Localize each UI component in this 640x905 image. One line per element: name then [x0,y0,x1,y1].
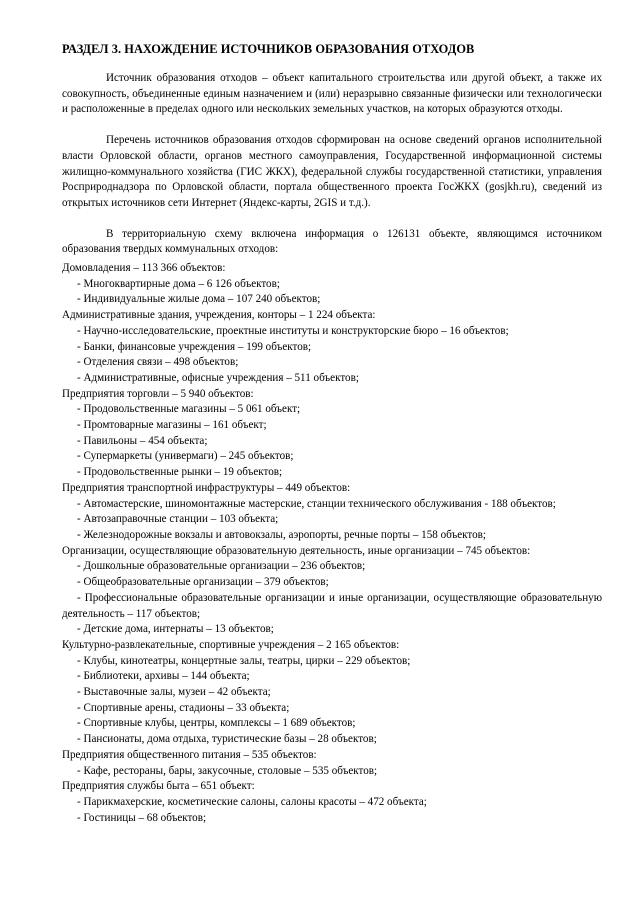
category-transport: Предприятия транспортной инфраструктуры – 449 объектов: [62,481,351,494]
list-item: - Библиотеки, архивы – 144 объекта; [77,670,250,683]
list-item: - Общеобразовательные организации – 379 объектов; [77,576,329,589]
list-item: - Автомастерские, шиномонтажные мастерские, станции технического обслуживания - 188 объектов; [77,497,556,510]
list-item: - Павильоны – 454 объекта; [77,434,208,447]
category-services: Предприятия службы быта – 651 объект: [62,780,255,793]
paragraph-intro: В территориальную схему включена информация о 126131 объекте, являющимся источником образования твердых коммунальных отходов: [62,227,602,256]
list-item: - Клубы, кинотеатры, концертные залы, театры, цирки – 229 объектов; [77,654,411,667]
paragraph-definition: Источник образования отходов – объект капитального строительства или другой объект, а также их совокупность, объединенные единым назначением и (или) неразрывно связанные физически или технологически и расположенные в пределах одного или нескольких земельных участков, на которых образуются отходы. [62,72,602,116]
list-item: - Спортивные арены, стадионы – 33 объекта; [77,701,290,714]
list-item: - Банки, финансовые учреждения – 199 объектов; [77,340,312,353]
source-list [62,261,602,826]
list-item: - Дошкольные образовательные организации – 236 объектов; [77,560,366,573]
section-heading: РАЗДЕЛ 3. НАХОЖДЕНИЕ ИСТОЧНИКОВ ОБРАЗОВАНИЯ ОТХОДОВ [62,42,475,56]
list-item: - Отделения связи – 498 объектов; [77,356,239,369]
category-education: Организации, осуществляющие образовательную деятельность, иные организации – 745 объектов: [62,544,531,557]
list-item: - Железнодорожные вокзалы и автовокзалы, аэропорты, речные порты – 158 объектов; [77,528,486,541]
list-item: - Спортивные клубы, центры, комплексы – 1 689 объектов; [77,717,356,730]
list-item: - Промтоварные магазины – 161 объект; [77,419,267,432]
list-item: - Многоквартирные дома – 6 126 объектов; [77,277,280,290]
list-item: - Парикмахерские, косметические салоны, салоны красоты – 472 объекта; [77,795,427,808]
list-item: - Детские дома, интернаты – 13 объектов; [77,623,274,636]
category-administrative: Административные здания, учреждения, конторы – 1 224 объекта: [62,309,376,322]
list-item: - Административные, офисные учреждения – 511 объектов; [77,371,359,384]
list-item: - Продовольственные рынки – 19 объектов; [77,466,283,479]
list-item: - Научно-исследовательские, проектные институты и конструкторские бюро – 16 объектов; [77,324,509,337]
list-item: - Выставочные залы, музеи – 42 объекта; [77,686,271,699]
category-culture-sport: Культурно-развлекательные, спортивные учреждения – 2 165 объектов: [62,638,400,651]
list-item: - Гостиницы – 68 объектов; [77,811,207,824]
list-item: - Продовольственные магазины – 5 061 объект; [77,403,301,416]
list-item: - Кафе, рестораны, бары, закусочные, столовые – 535 объектов; [77,764,378,777]
category-trade: Предприятия торговли – 5 940 объектов: [62,387,254,400]
list-item: - Профессиональные образовательные организации и иные организации, осуществляющие образовательную деятельность – 117 объектов; [62,591,602,620]
list-item: - Индивидуальные жилые дома – 107 240 объектов; [77,293,321,306]
list-item: - Супермаркеты (универмаги) – 245 объектов; [77,450,294,463]
paragraph-sources: Перечень источников образования отходов сформирован на основе сведений органов исполнительной власти Орловской области, органов местного самоуправления, Государственной информационной системы жилищно-коммунального хозяйства (ГИС ЖКХ), федеральной службы государственной статистики, управления Росприроднадзора по Орловской области, портала общественного проекта ГосЖКХ (gosjkh.ru), сведений из открытых источников сети Интернет (Яндекс-карты, 2GIS и т.д.). [62,134,602,209]
category-catering: Предприятия общественного питания – 535 объектов: [62,748,317,761]
list-item: - Пансионаты, дома отдыха, туристические базы – 28 объектов; [77,733,377,746]
list-item: - Автозаправочные станции – 103 объекта; [77,513,279,526]
category-households: Домовладения – 113 366 объектов: [62,262,226,275]
